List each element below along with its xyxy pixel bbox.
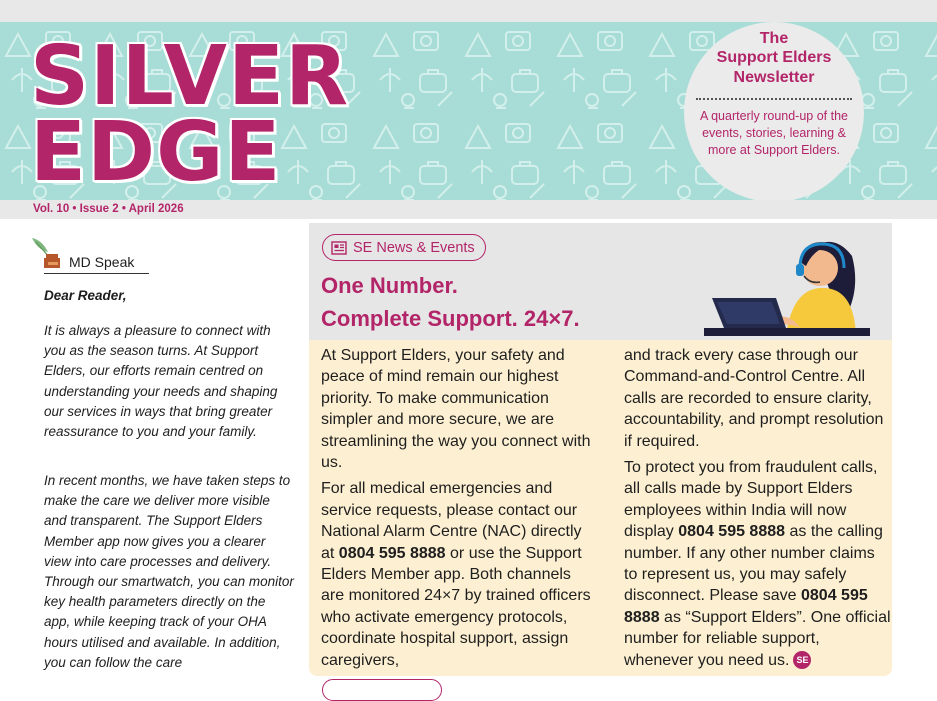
call-centre-agent-illustration <box>700 228 872 340</box>
masthead-title-edge: EDGE <box>30 105 282 200</box>
inkpot-quill-icon <box>30 234 70 274</box>
md-paragraph-1: It is always a pleasure to connect with you as the season turns. At Support Elders, our efforts remain centred on understanding your needs and shaping our services in ways that bring greater reassurance to you and your family. <box>44 323 278 440</box>
news-section-label <box>322 234 486 261</box>
article-paragraph-1: At Support Elders, your safety and peace of mind remain our highest priority. To make communication simpler and more secure, we are streamlining the way you connect with us. <box>321 347 591 472</box>
phone-number: 0804 595 8888 <box>678 523 786 541</box>
article-paragraph-2 <box>321 478 591 671</box>
md-salutation: Dear Reader, <box>44 288 127 303</box>
newsletter-the: The <box>759 30 789 47</box>
end-mark-badge: SE <box>793 651 811 669</box>
newspaper-icon <box>331 241 347 255</box>
article-column-right <box>624 345 892 676</box>
phone-number: 0804 595 8888 <box>624 587 868 626</box>
dotted-divider <box>696 98 852 100</box>
top-strip <box>0 0 937 22</box>
newsletter-name: Support Elders Newsletter <box>716 49 832 86</box>
headline-line-2: Complete Support. 24×7. <box>321 306 580 331</box>
article-p2-end: or use the Support Elders Member app. Both channels are monitored 24×7 by trained officers who activate emergency protocols, coordinate hospital support, assign caregivers, <box>321 544 591 669</box>
news-section-label-text: SE News & Events <box>353 239 475 256</box>
article-p4-start: To protect you from fraudulent calls, all calls made by Support Elders employees within India will now display <box>624 459 878 541</box>
md-speak-heading: MD Speak <box>69 254 135 270</box>
md-speak-underline <box>44 273 149 274</box>
article-paragraph-4 <box>624 457 892 671</box>
headline-line-1: One Number. <box>321 273 458 298</box>
md-paragraph-2: In recent months, we have taken steps to make the care we deliver more visible and transparent. The Support Elders Member app now gives you a clearer view into care processes and delivery. Through our smartwatch, you can monitor key health parameters directly on the app, while keeping track of your OHA hours utilised and available. In addition, you can follow the care <box>44 473 294 670</box>
masthead-title-silver: SILVER <box>30 29 350 124</box>
newsletter-description: A quarterly round-up of the events, stories, learning & more at Support Elders. <box>699 109 848 157</box>
phone-number: 0804 595 8888 <box>338 544 446 562</box>
article-p2-start: For all medical emergencies and service requests, please contact our National Alarm Centre (NAC) directly at <box>321 480 582 562</box>
article-column-left <box>321 345 591 676</box>
article-p4-mid: as the calling number. If any other number claims to represent us, you may safely disconnect. Please save <box>624 523 883 605</box>
issue-info: Vol. 10 • Issue 2 • April 2026 <box>33 203 184 215</box>
next-section-pill <box>322 679 442 701</box>
article-paragraph-3: and track every case through our Command-and-Control Centre. All calls are recorded to ensure clarity, accountability, and prompt resolution if required. <box>624 347 884 450</box>
article-p4-end: as “Support Elders”. One official number for reliable support, whenever you need us. <box>624 608 891 669</box>
newsletter-badge <box>684 22 864 202</box>
